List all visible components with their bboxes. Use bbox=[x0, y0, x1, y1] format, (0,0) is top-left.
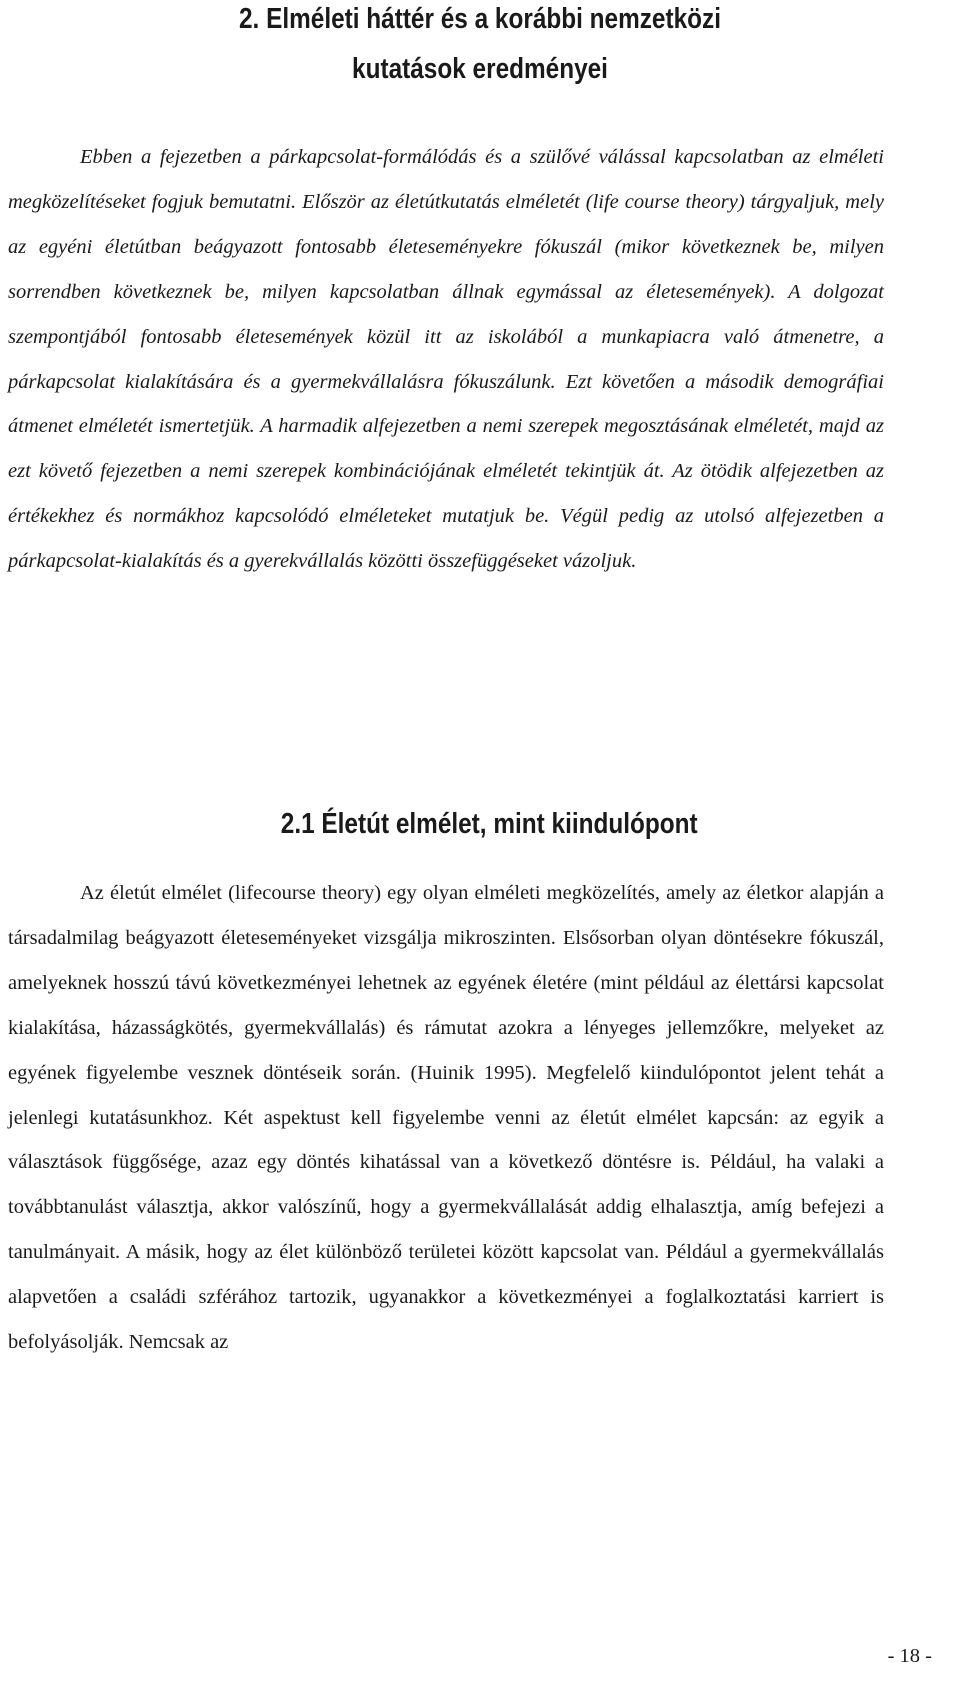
section-title: 2.1 Életút elmélet, mint kiindulópont bbox=[280, 808, 698, 840]
section-paragraph bbox=[8, 871, 884, 1365]
chapter-title bbox=[77, 0, 883, 94]
page-number: - 18 - bbox=[887, 1645, 932, 1667]
intro-paragraph bbox=[8, 135, 884, 584]
chapter-title-line-2: kutatások eredményei bbox=[352, 53, 608, 85]
section-paragraph-text: Az életút elmélet (lifecourse theory) egy olyan elméleti megközelítés, amely az életkor alapján a társadalmilag beágyazott életeseményeket vizsgálja mikroszinten. Elsősorban olyan döntésekre fókuszál, amelyeknek hosszú távú következményei lehetnek az egyének életére (mint például az élettársi kapcsolat kialakítása, házasságkötés, gyermekvállalás) és rámutat azokra a lényeges jellemzőkre, melyeket az egyének figyelembe vesznek döntéseik során. (Huinik 1995). Megfelelő kiindulópontot jelent tehát a jelenlegi kutatásunkhoz. Két aspektust kell figyelembe venni az életút elmélet kapcsán: az egyik a választások függősége, azaz egy döntés kihatással van a következő döntésre is. Például, ha valaki a továbbtanulást választja, akkor valószínű, hogy a gyermekvállalását addig elhalasztja, amíg befejezi a tanulmányait. A másik, hogy az élet különböző területei között kapcsolat van. Például a gyermekvállalás alapvetően a családi szférához tartozik, ugyanakkor a következményei a foglalkoztatási karriert is befolyásolják. Nemcsak az bbox=[8, 882, 884, 1354]
intro-paragraph-text: Ebben a fejezetben a párkapcsolat-formálódás és a szülővé válással kapcsolatban az elméleti megközelítéseket fogjuk bemutatni. Először az életútkutatás elméletét (life course theory) tárgyaljuk, mely az egyéni életútban beágyazott fontosabb életeseményekre fókuszál (mikor következnek be, milyen sorrendben következnek be, milyen kapcsolatban állnak egymással az életesemények). A dolgozat szempontjából fontosabb életesemények közül itt az iskolából a munkapiacra való átmenetre, a párkapcsolat kialakítására és a gyermekvállalásra fókuszálunk. Ezt követően a második demográfiai átmenet elméletét ismertetjük. A harmadik alfejezetben a nemi szerepek megosztásának elméletét, majd az ezt követő fejezetben a nemi szerepek kombinációjának elméletét tekintjük át. Az ötödik alfejezetben az értékekhez és normákhoz kapcsolódó elméleteket mutatjuk be. Végül pedig az utolsó alfejezetben a párkapcsolat-kialakítás és a gyerekvállalás közötti összefüggéseket vázoljuk. bbox=[8, 146, 884, 573]
chapter-title-line-1: 2. Elméleti háttér és a korábbi nemzetközi bbox=[239, 3, 721, 35]
